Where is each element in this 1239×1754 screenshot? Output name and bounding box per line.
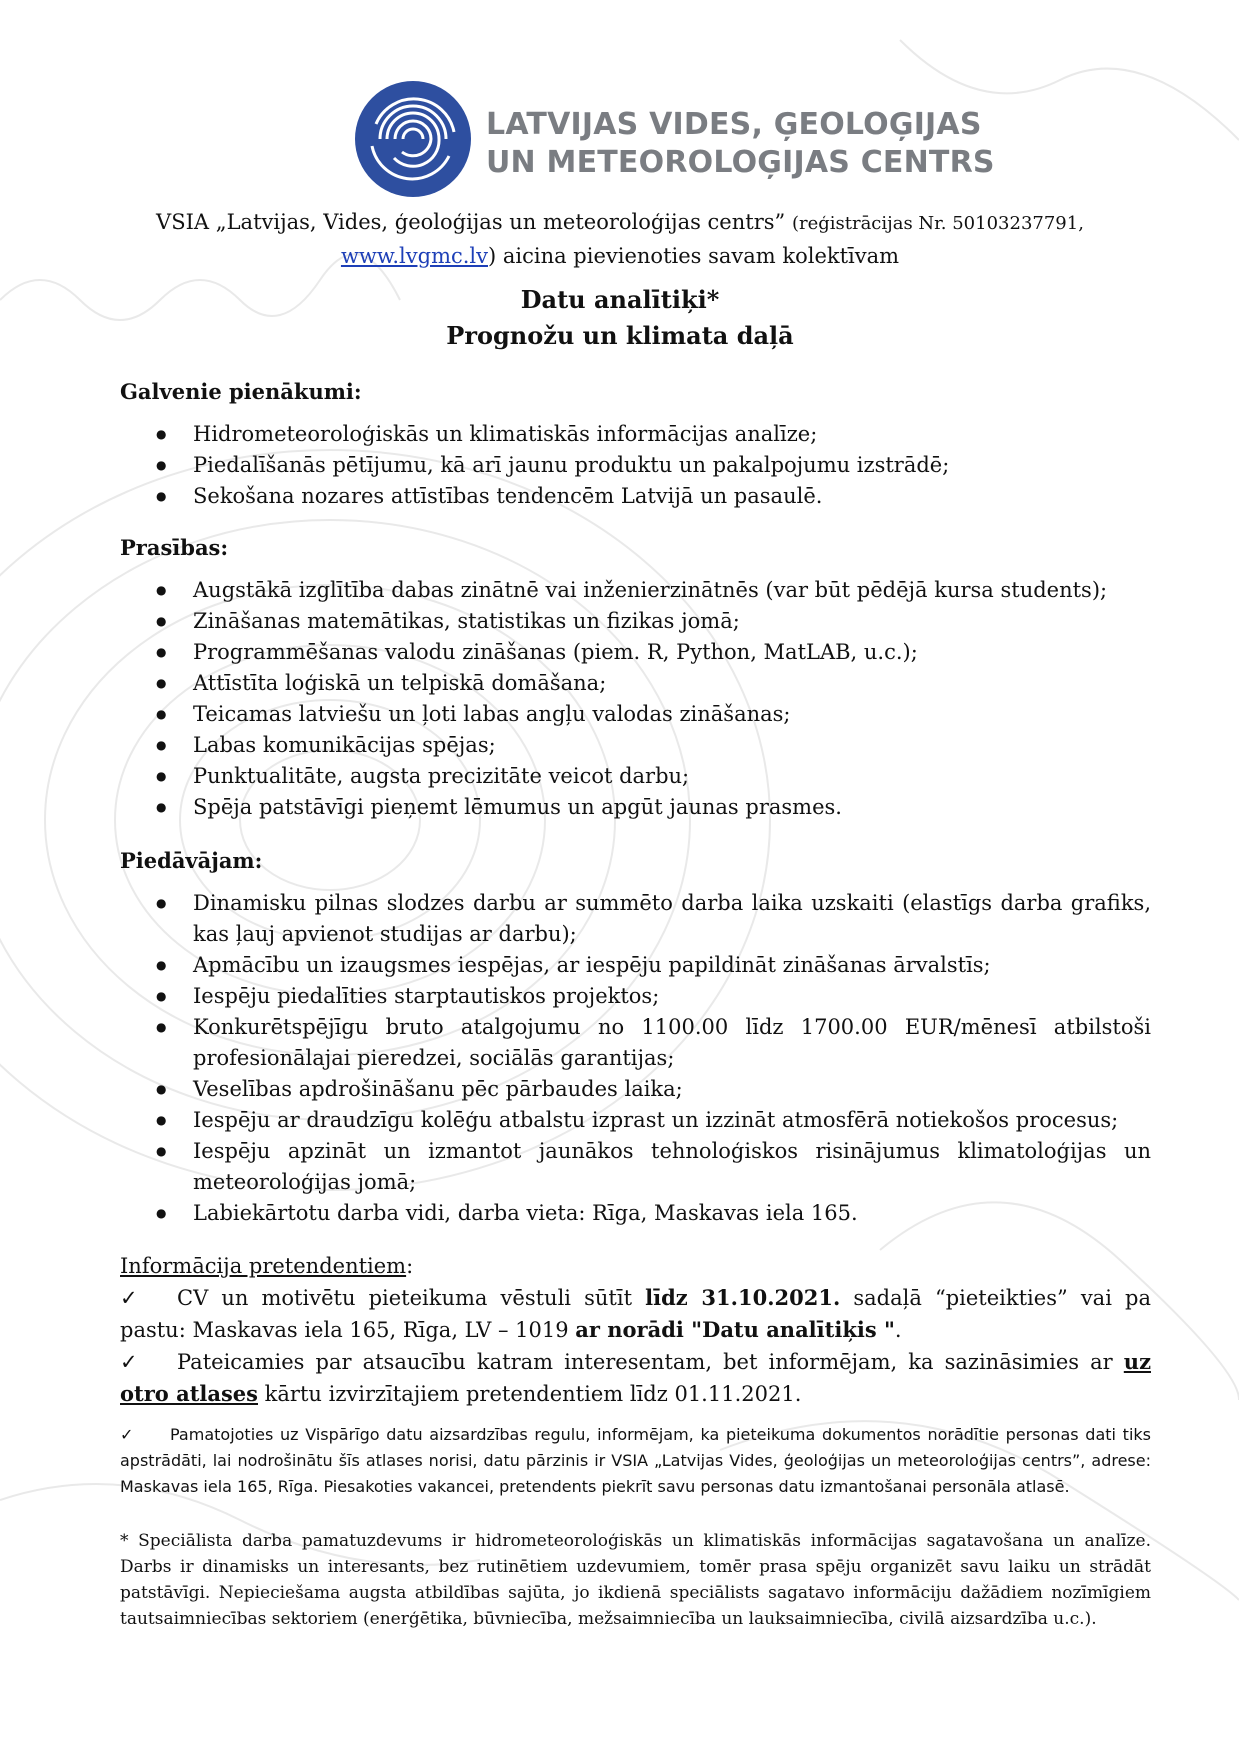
reference-note: ar norādi "Datu analītiķis " <box>575 1317 895 1342</box>
info-p2-tail: kārtu izvirzītajiem pretendentiem līdz 01.11.2021. <box>258 1382 802 1406</box>
document-body <box>120 376 1151 1632</box>
info-p1-text: CV un motivētu pieteikuma vēstuli sūtīt <box>177 1286 646 1310</box>
list-item: ● Apmācību un izaugsmes iespējas, ar iespēju papildināt zināšanas ārvalstīs; <box>120 950 1151 981</box>
list-item: ● Hidrometeoroloģiskās un klimatiskās informācijas analīze; <box>120 419 1151 450</box>
list-item: ● Spēja patstāvīgi pieņemt lēmumus un apgūt jaunas prasmes. <box>120 792 1151 823</box>
offer-heading: Piedāvājam: <box>120 848 263 873</box>
info-heading: Informācija pretendentiem <box>120 1254 407 1278</box>
list-item: ● Iespēju apzināt un izmantot jaunākos tehnoloģiskos risinājumus klimatoloģijas un meteoroloģijas jomā; <box>120 1136 1151 1198</box>
deadline: līdz 31.10.2021. <box>645 1285 841 1310</box>
offer-list <box>120 888 1151 1229</box>
privacy-notice <box>120 1422 1151 1500</box>
logo-wordmark <box>486 106 995 182</box>
list-item: ● Teicamas latviešu un ļoti labas angļu valodas zināšanas; <box>120 699 1151 730</box>
list-item: ● Labas komunikācijas spējas; <box>120 730 1151 761</box>
logo <box>354 80 995 200</box>
job-title-line-1: Datu analītiķi* <box>520 285 720 314</box>
lvgmc-rings-icon <box>354 80 472 198</box>
job-title-line-2: Prognožu un klimata daļā <box>446 321 794 350</box>
list-item: ● Zināšanas matemātikas, statistikas un fizikas jomā; <box>120 606 1151 637</box>
checkmark-icon: ✓ <box>120 1425 134 1444</box>
checkmark-icon: ✓ <box>120 1286 138 1310</box>
info-p1-end: . <box>894 1318 902 1342</box>
intro-tail: ) aicina pievienoties savam kolektīvam <box>488 244 900 268</box>
info-p2-text: Pateicamies par atsaucību katram interesentam, bet informējam, ka sazināsimies ar <box>177 1350 1124 1374</box>
logo-line-2: UN METEOROLOĢIJAS CENTRS <box>486 145 995 180</box>
info-heading-line <box>120 1251 1151 1282</box>
list-item: ● Augstākā izglītība dabas zinātnē vai inženierzinātnēs (var būt pēdējā kursa students); <box>120 575 1151 606</box>
info-p1-mail: sadaļā “pieteikties” vai pa pastu: Maskavas iela 165, Rīga, LV – 1019 <box>120 1286 1151 1342</box>
list-item: ● Sekošana nozares attīstības tendencēm Latvijā un pasaulē. <box>120 481 1151 512</box>
list-item: ● Punktualitāte, augsta precizitāte veicot darbu; <box>120 761 1151 792</box>
info-paragraph-2 <box>120 1346 1151 1410</box>
footnote: * Speciālista darba pamatuzdevums ir hidrometeoroloģiskās un klimatiskās informācijas sagatavošana un analīze. Darbs ir dinamisks un interesants, bez rutinētiem uzdevumiem, tomēr prasa spēju organizēt savu laiku un strādāt patstāvīgi. Nepieciešama augsta atbildības sajūta, jo ikdienā speciālists sagatavo informāciju dažādiem nozīmīgiem tautsaimniecības sektoriem (enerģētika, būvniecība, mežsaimniecība un lauksaimniecība, civilā aizsardzība u.c.). <box>120 1531 1151 1629</box>
checkmark-icon: ✓ <box>120 1350 138 1374</box>
list-item: ● Labiekārtotu darba vidi, darba vieta: Rīga, Maskavas iela 165. <box>120 1198 1151 1229</box>
list-item: ● Iespēju ar draudzīgu kolēģu atbalstu izprast un izzināt atmosfērā notiekošos procesus; <box>120 1105 1151 1136</box>
duties-heading: Galvenie pienākumi: <box>120 379 362 404</box>
requirements-list <box>120 575 1151 823</box>
list-item: ● Veselības apdrošināšanu pēc pārbaudes laika; <box>120 1074 1151 1105</box>
duties-list <box>120 419 1151 512</box>
intro-paragraph <box>130 206 1110 272</box>
logo-line-1: LATVIJAS VIDES, ĢEOLOĢIJAS <box>486 107 982 142</box>
org-name: VSIA „Latvijas, Vides, ģeoloģijas un meteoroloģijas centrs” <box>156 210 786 234</box>
list-item: ● Dinamisku pilnas slodzes darbu ar summēto darba laika uzskaiti (elastīgs darba grafiks, kas ļauj apvienot studijas ar darbu); <box>120 888 1151 950</box>
requirements-heading: Prasības: <box>120 535 229 560</box>
list-item: ● Iespēju piedalīties starptautiskos projektos; <box>120 981 1151 1012</box>
job-title <box>130 282 1110 354</box>
list-item: ● Attīstīta loģiskā un telpiskā domāšana; <box>120 668 1151 699</box>
second-round-emphasis: uz otro atlases <box>120 1349 1151 1406</box>
info-paragraph-1 <box>120 1282 1151 1346</box>
privacy-text: Pamatojoties uz Vispārīgo datu aizsardzības regulu, informējam, ka pieteikuma dokumentos norādītie personas dati tiks apstrādāti, lai nodrošinātu šīs atlases norisi, datu pārzinis ir VSIA „Latvijas Vides, ģeoloģijas un meteoroloģijas centrs”, adrese: Maskavas iela 165, Rīga. Piesakoties vakancei, pretendents piekrīt savu personas datu izmantošanai personāla atlasē. <box>120 1425 1151 1496</box>
registration-number: (reģistrācijas Nr. 50103237791, <box>791 213 1084 234</box>
list-item: ● Programmēšanas valodu zināšanas (piem. R, Python, MatLAB, u.c.); <box>120 637 1151 668</box>
info-heading-colon: : <box>406 1254 414 1278</box>
list-item: ● Konkurētspējīgu bruto atalgojumu no 1100.00 līdz 1700.00 EUR/mēnesī atbilstoši profesionālajai pieredzei, sociālās garantijas; <box>120 1012 1151 1074</box>
list-item: ● Piedalīšanās pētījumu, kā arī jaunu produktu un pakalpojumu izstrādē; <box>120 450 1151 481</box>
website-link[interactable]: www.lvgmc.lv <box>340 244 488 268</box>
